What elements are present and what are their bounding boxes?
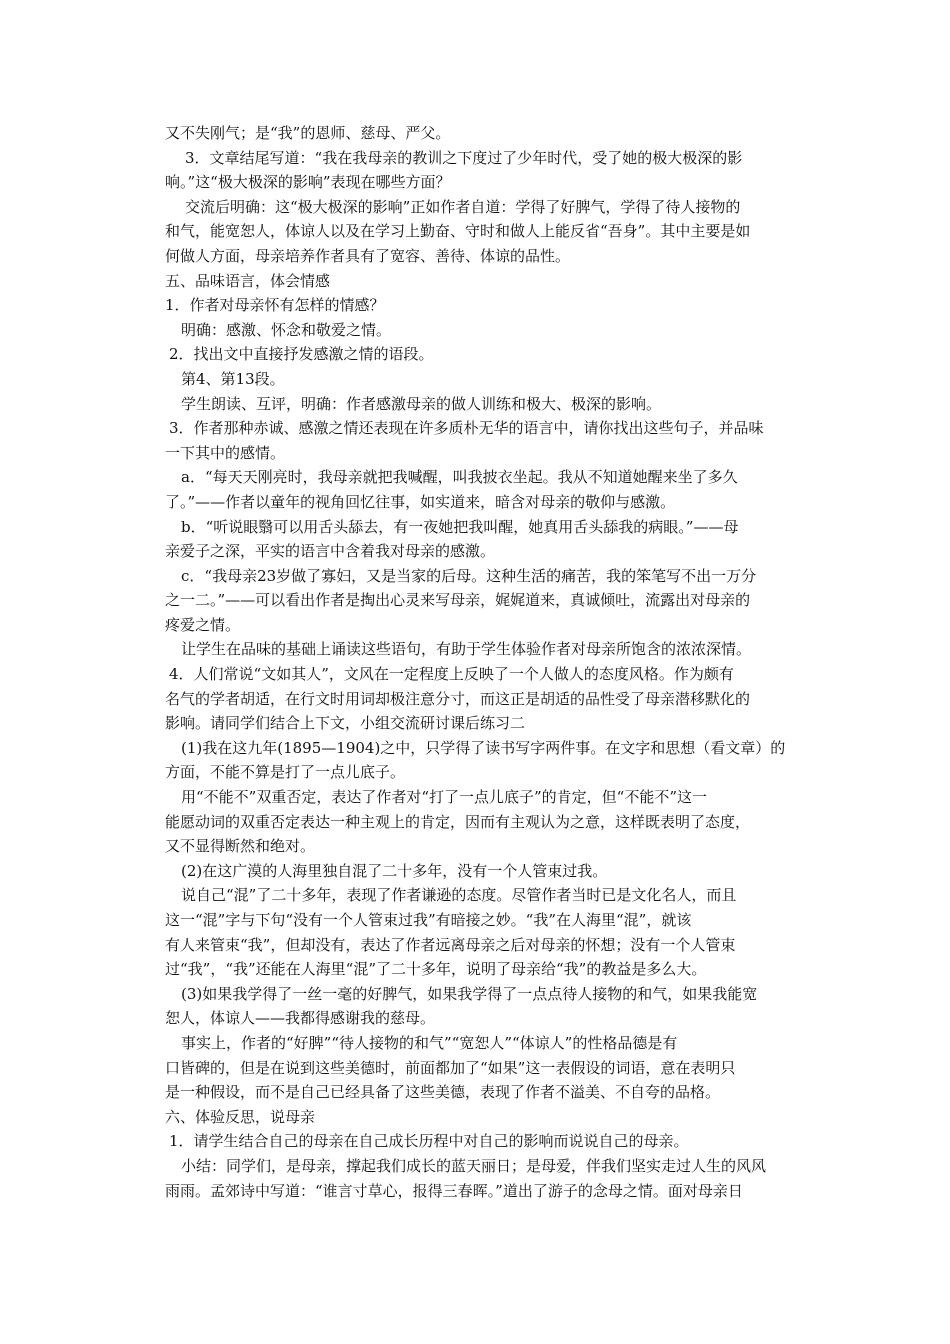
- text-line: 和气，能宽恕人，体谅人以及在学习上勤奋、守时和做人上能反省“吾身”。其中主要是如: [165, 222, 751, 241]
- text-line: (2)在这广漠的人海里独自混了二十多年，没有一个人管束过我。: [181, 861, 608, 880]
- text-line: 了。”——作者以童年的视角回忆往事，如实道来，暗含对母亲的敬仰与感激。: [165, 492, 676, 511]
- text-line: 3．作者那种赤诚、感激之情还表现在许多质朴无华的语言中，请你找出这些句子，并品味: [169, 419, 764, 438]
- text-line: 亲爱子之深，平实的语言中含着我对母亲的感激。: [165, 542, 496, 561]
- text-line: 2．找出文中直接抒发感激之情的语段。: [169, 345, 434, 364]
- text-line: 用“不能不”双重否定，表达了作者对“打了一点儿底子”的肯定，但“不能不”这一: [181, 788, 708, 807]
- text-line: 第4、第13段。: [181, 369, 285, 388]
- text-line: 3．文章结尾写道：“我在我母亲的教训之下度过了少年时代，受了她的极大极深的影: [185, 148, 743, 167]
- text-line: (1)我在这九年(1895—1904)之中，只学得了读书写字两件事。在文字和思想（看文章）的: [181, 738, 786, 757]
- text-line: 4．人们常说“文如其人”，文风在一定程度上反映了一个人做人的态度风格。作为颇有: [169, 665, 734, 684]
- text-line: 学生朗读、互评，明确：作者感激母亲的做人训练和极大、极深的影响。: [181, 394, 662, 413]
- text-line: 雨雨。孟郊诗中写道：“谁言寸草心，报得三春晖。”道出了游子的念母之情。面对母亲日: [165, 1181, 743, 1200]
- text-line: 1．请学生结合自己的母亲在自己成长历程中对自己的影响而说说自己的母亲。: [169, 1132, 689, 1151]
- text-line: 交流后明确：这“极大极深的影响”正如作者自道：学得了好脾气，学得了待人接物的: [185, 197, 741, 216]
- text-line: 一下其中的感情。: [165, 443, 286, 462]
- text-line: (3)如果我学得了一丝一毫的好脾气，如果我学得了一点点待人接物的和气，如果我能宽: [181, 984, 758, 1003]
- text-line: 响。”这“极大极深的影响”表现在哪些方面？: [165, 173, 451, 192]
- text-line: 让学生在品味的基础上诵读这些语句，有助于学生体验作者对母亲所饱含的浓浓深情。: [181, 640, 752, 659]
- text-line: 五、品味语言，体会情感: [165, 271, 331, 290]
- text-line: 口皆碑的，但是在说到这些美德时，前面都加了“如果”这一表假设的词语，意在表明只: [165, 1058, 736, 1077]
- text-line: a．“每天天刚亮时，我母亲就把我喊醒，叫我披衣坐起。我从不知道她醒来坐了多久: [181, 468, 738, 487]
- text-line: 这一“混”字与下句“没有一个人管束过我”有暗接之妙。“我”在人海里“混”，就该: [165, 911, 692, 929]
- text-line: 恕人，体谅人——我都得感谢我的慈母。: [165, 1009, 436, 1028]
- text-line: 之一二。”——可以看出作者是掏出心灵来写母亲，娓娓道来，真诚倾吐，流露出对母亲的: [165, 591, 751, 610]
- text-line: 1．作者对母亲怀有怎样的情感？: [165, 296, 385, 315]
- document-page: [165, 121, 815, 1203]
- text-line: 名气的学者胡适，在行文时用词却极注意分寸，而这正是胡适的品性受了母亲潜移默化的: [165, 689, 751, 708]
- text-line: 事实上，作者的“好脾”“待人接物的和气”“宽恕人”“体谅人”的性格品德是有: [181, 1033, 678, 1052]
- text-line: 明确：感激、怀念和敬爱之情。: [181, 320, 392, 339]
- text-line: c．“我母亲23岁做了寡妇，又是当家的后母。这种生活的痛苦，我的笨笔写不出一万分: [181, 566, 757, 585]
- text-line: 是一种假设，而不是自己已经具备了这些美德，表现了作者不溢美、不自夸的品格。: [165, 1083, 721, 1102]
- text-line: 方面，不能不算是打了一点儿底子。: [165, 763, 406, 782]
- text-line: 又不显得断然和绝对。: [165, 837, 316, 856]
- text-line: 小结：同学们，是母亲，撑起我们成长的蓝天丽日；是母爱，伴我们坚实走过人生的风风: [181, 1156, 767, 1175]
- text-line: 又不失刚气；是“我”的恩师、慈母、严父。: [165, 124, 451, 142]
- text-line: 能愿动词的双重否定表达一种主观上的肯定，因而有主观认为之意，这样既表明了态度，: [165, 812, 751, 831]
- text-line: 过“我”，“我”还能在人海里“混”了二十多年，说明了母亲给“我”的教益是多么大。: [165, 960, 707, 979]
- text-line: 何做人方面，母亲培养作者具有了宽容、善待、体谅的品性。: [165, 246, 571, 265]
- text-line: 说自己“混”了二十多年，表现了作者谦逊的态度。尽管作者当时已是文化名人，而且: [181, 886, 737, 905]
- text-line: 影响。请同学们结合上下文，小组交流研讨课后练习二: [165, 714, 526, 733]
- text-line: b．“听说眼翳可以用舌头舔去，有一夜她把我叫醒，她真用舌头舔我的病眼。”——母: [181, 517, 739, 536]
- text-line: 六、体验反思，说母亲: [165, 1107, 316, 1126]
- text-line: 疼爱之情。: [165, 615, 241, 634]
- text-line: 有人来管束“我”，但却没有，表达了作者远离母亲之后对母亲的怀想；没有一个人管束: [165, 935, 736, 954]
